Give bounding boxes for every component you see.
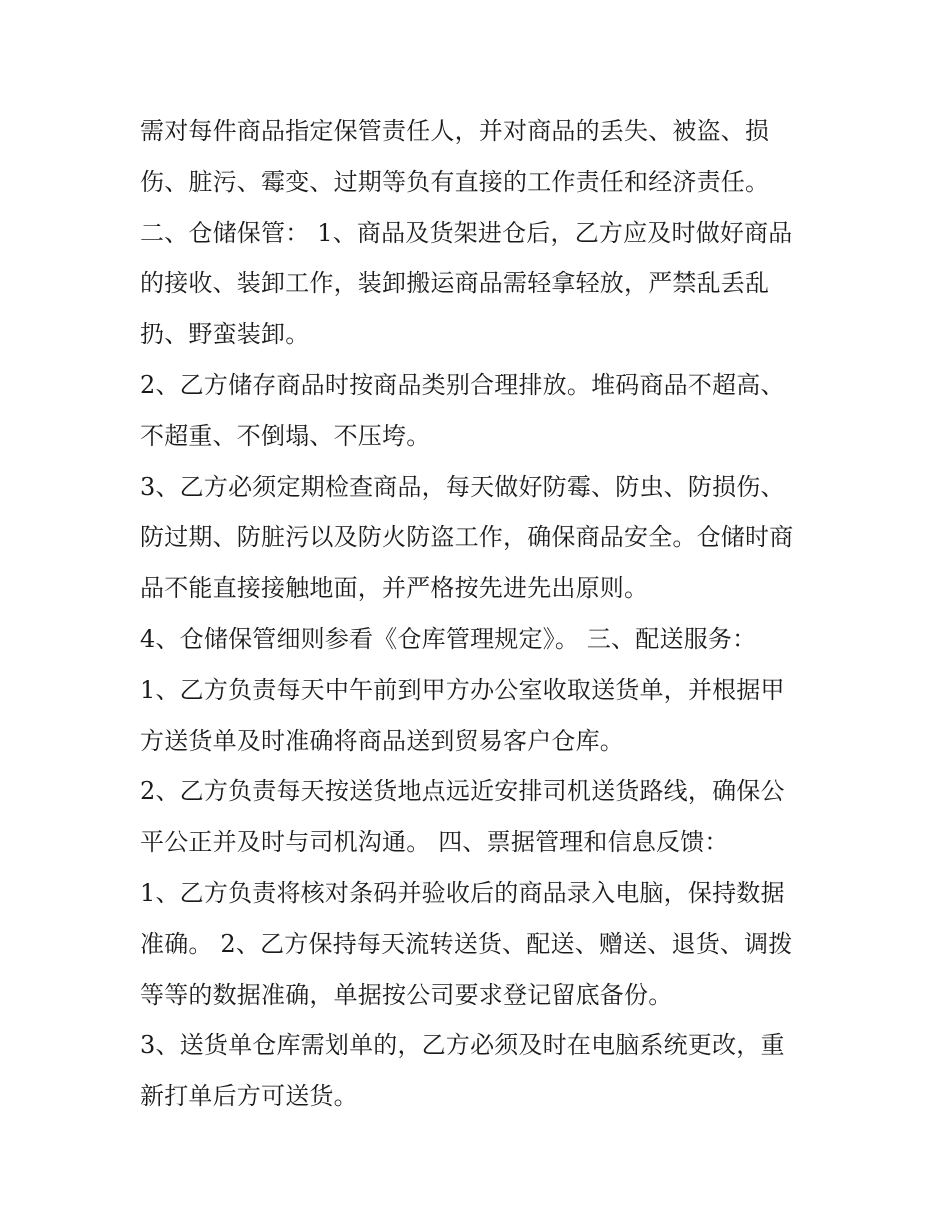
text-line: 准确。 2、乙方保持每天流转送货、配送、赠送、退货、调拨 <box>140 929 793 958</box>
text-line: 4、仓储保管细则参看《仓库管理规定》。 三、配送服务： <box>140 624 757 653</box>
text-line: 1、乙方负责将核对条码并验收后的商品录入电脑，保持数据 <box>140 878 785 907</box>
text-line: 2、乙方储存商品时按商品类别合理排放。堆码商品不超高、 <box>140 370 785 399</box>
text-line: 新打单后方可送货。 <box>140 1082 358 1111</box>
text-line: 伤、脏污、霉变、过期等负有直接的工作责任和经济责任。 <box>140 167 770 196</box>
text-line: 平公正并及时与司机沟通。 四、票据管理和信息反馈： <box>140 828 729 857</box>
text-line: 品不能直接接触地面，并严格按先进先出原则。 <box>140 574 649 603</box>
text-line: 3、送货单仓库需划单的，乙方必须及时在电脑系统更改，重 <box>140 1031 785 1060</box>
text-line: 方送货单及时准确将商品送到贸易客户仓库。 <box>140 726 624 755</box>
document-body <box>140 106 820 1122</box>
text-line: 需对每件商品指定保管责任人，并对商品的丢失、被盗、损 <box>140 117 770 145</box>
text-line: 的接收、装卸工作，装卸搬运商品需轻拿轻放，严禁乱丢乱 <box>140 269 770 298</box>
text-line: 防过期、防脏污以及防火防盗工作，确保商品安全。仓储时商 <box>140 523 794 552</box>
text-line: 不超重、不倒塌、不压垮。 <box>140 421 431 450</box>
text-line: 2、乙方负责每天按送货地点远近安排司机送货路线，确保公 <box>140 777 785 806</box>
text-line: 等等的数据准确，单据按公司要求登记留底备份。 <box>140 980 673 1009</box>
text-line: 二、仓储保管： 1、商品及货架进仓后，乙方应及时做好商品 <box>140 218 793 247</box>
text-line: 1、乙方负责每天中午前到甲方办公室收取送货单，并根据甲 <box>140 675 785 704</box>
text-line: 扔、野蛮装卸。 <box>140 320 310 349</box>
text-line: 3、乙方必须定期检查商品，每天做好防霉、防虫、防损伤、 <box>140 472 785 501</box>
